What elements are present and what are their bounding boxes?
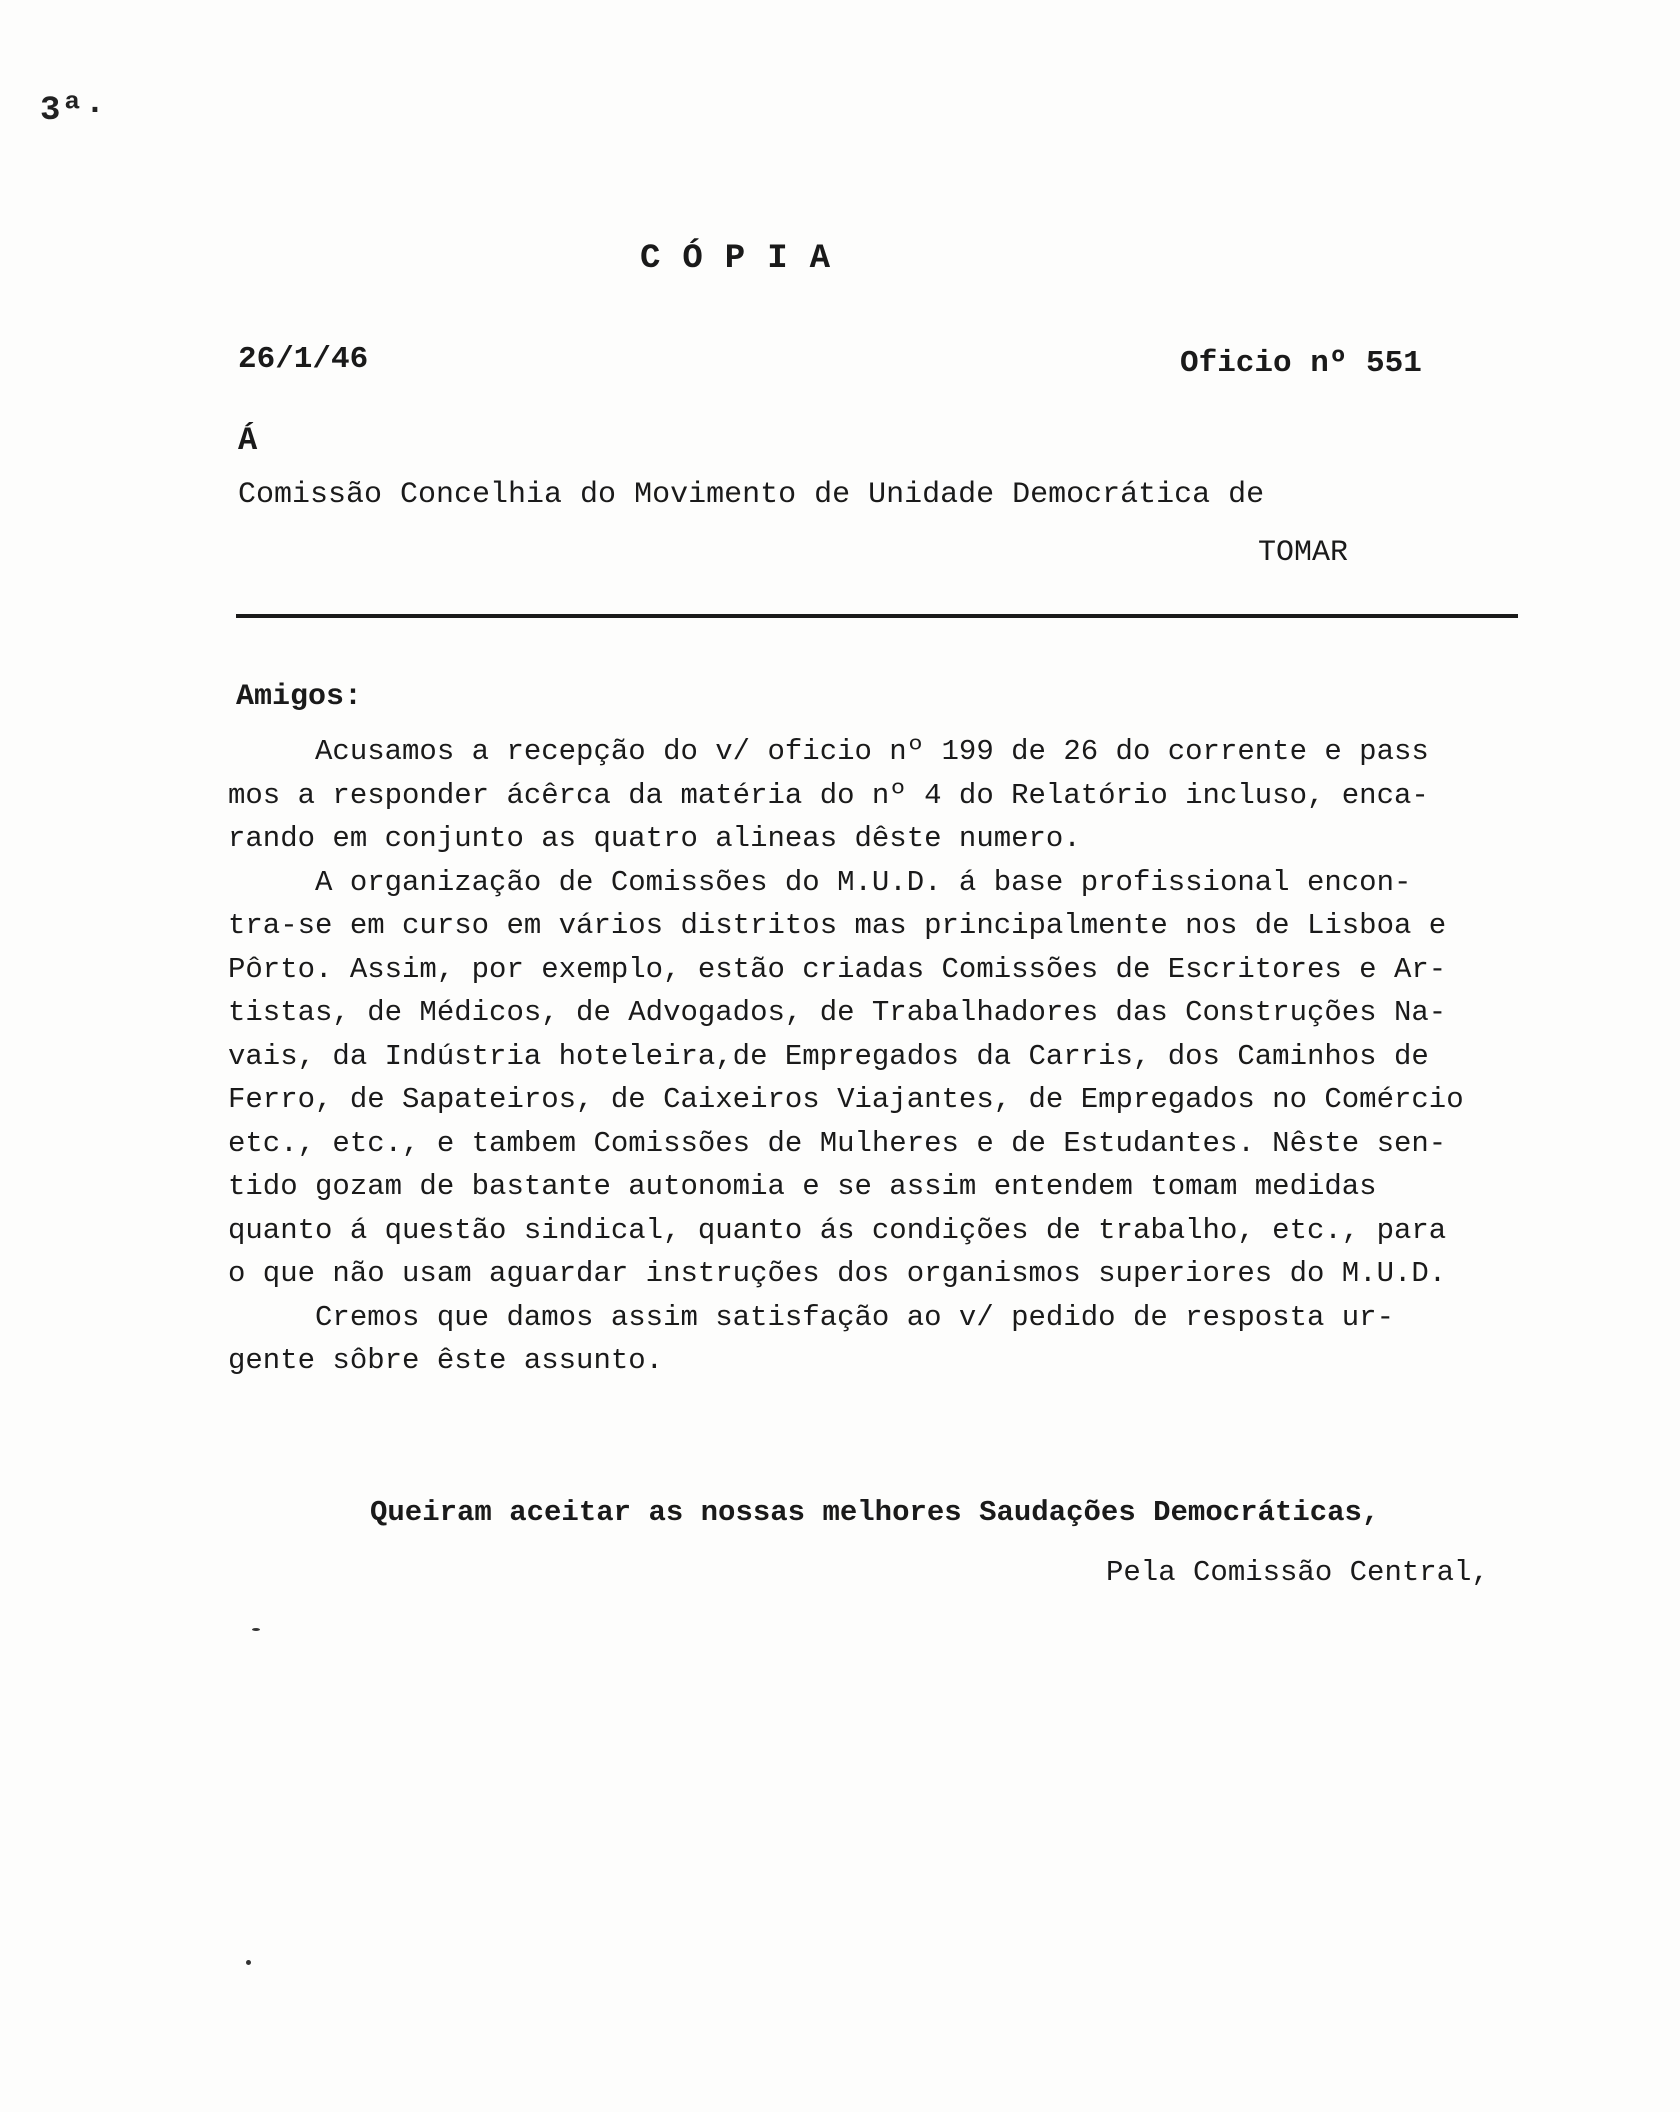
ink-speck	[252, 1628, 260, 1631]
salutation: Amigos:	[236, 680, 363, 714]
body-line: gente sôbre êste assunto.	[228, 1344, 664, 1377]
ink-speck	[246, 1960, 251, 1965]
body-line: tido gozam de bastante autonomia e se assim entendem tomam medidas	[228, 1170, 1377, 1203]
body-line: etc., etc., e tambem Comissões de Mulheres e de Estudantes. Nêste sen-	[228, 1126, 1447, 1160]
body-line: vais, da Indústria hoteleira,de Empregados da Carris, dos Caminhos de	[228, 1039, 1429, 1073]
letter-date: 26/1/46	[238, 342, 369, 377]
closing-line: Queiram aceitar as nossas melhores Saudações Democráticas,	[370, 1496, 1380, 1529]
signoff-line: Pela Comissão Central,	[1106, 1556, 1489, 1589]
body-line: rando em conjunto as quatro alineas dêste numero.	[228, 822, 1081, 855]
body-line: tra-se em curso em vários distritos mas principalmente nos de Lisboa e	[228, 909, 1447, 942]
body-line: quanto á questão sindical, quanto ás condições de trabalho, etc., para	[228, 1213, 1447, 1247]
header-divider	[236, 614, 1518, 618]
recipient-name: Comissão Concelhia do Movimento de Unidade Democrática de	[238, 478, 1265, 512]
recipient-city: TOMAR	[1258, 536, 1349, 570]
page-mark: 3ª·	[40, 92, 108, 130]
body-line: A organização de Comissões do M.U.D. á base profissional encon-	[228, 865, 1412, 899]
body-line: Cremos que damos assim satisfação ao v/ pedido de resposta ur-	[228, 1300, 1394, 1334]
oficio-number: Oficio nº 551	[1180, 346, 1422, 381]
body-line: Acusamos a recepção do v/ oficio nº 199 de 26 do corrente e pass	[228, 735, 1429, 768]
body-line: Pôrto. Assim, por exemplo, estão criadas Comissões de Escritores e Ar-	[228, 952, 1447, 986]
body-line: Ferro, de Sapateiros, de Caixeiros Viajantes, de Empregados no Comércio	[228, 1083, 1464, 1116]
letter-body	[228, 730, 1668, 1383]
body-line: mos a responder ácêrca da matéria do nº 4 do Relatório incluso, enca-	[228, 778, 1429, 812]
body-line: tistas, de Médicos, de Advogados, de Trabalhadores das Construções Na-	[228, 996, 1447, 1029]
recipient-prefix: Á	[238, 422, 258, 459]
document-title: CÓPIA	[640, 240, 853, 278]
body-line: o que não usam aguardar instruções dos organismos superiores do M.U.D.	[228, 1257, 1447, 1290]
